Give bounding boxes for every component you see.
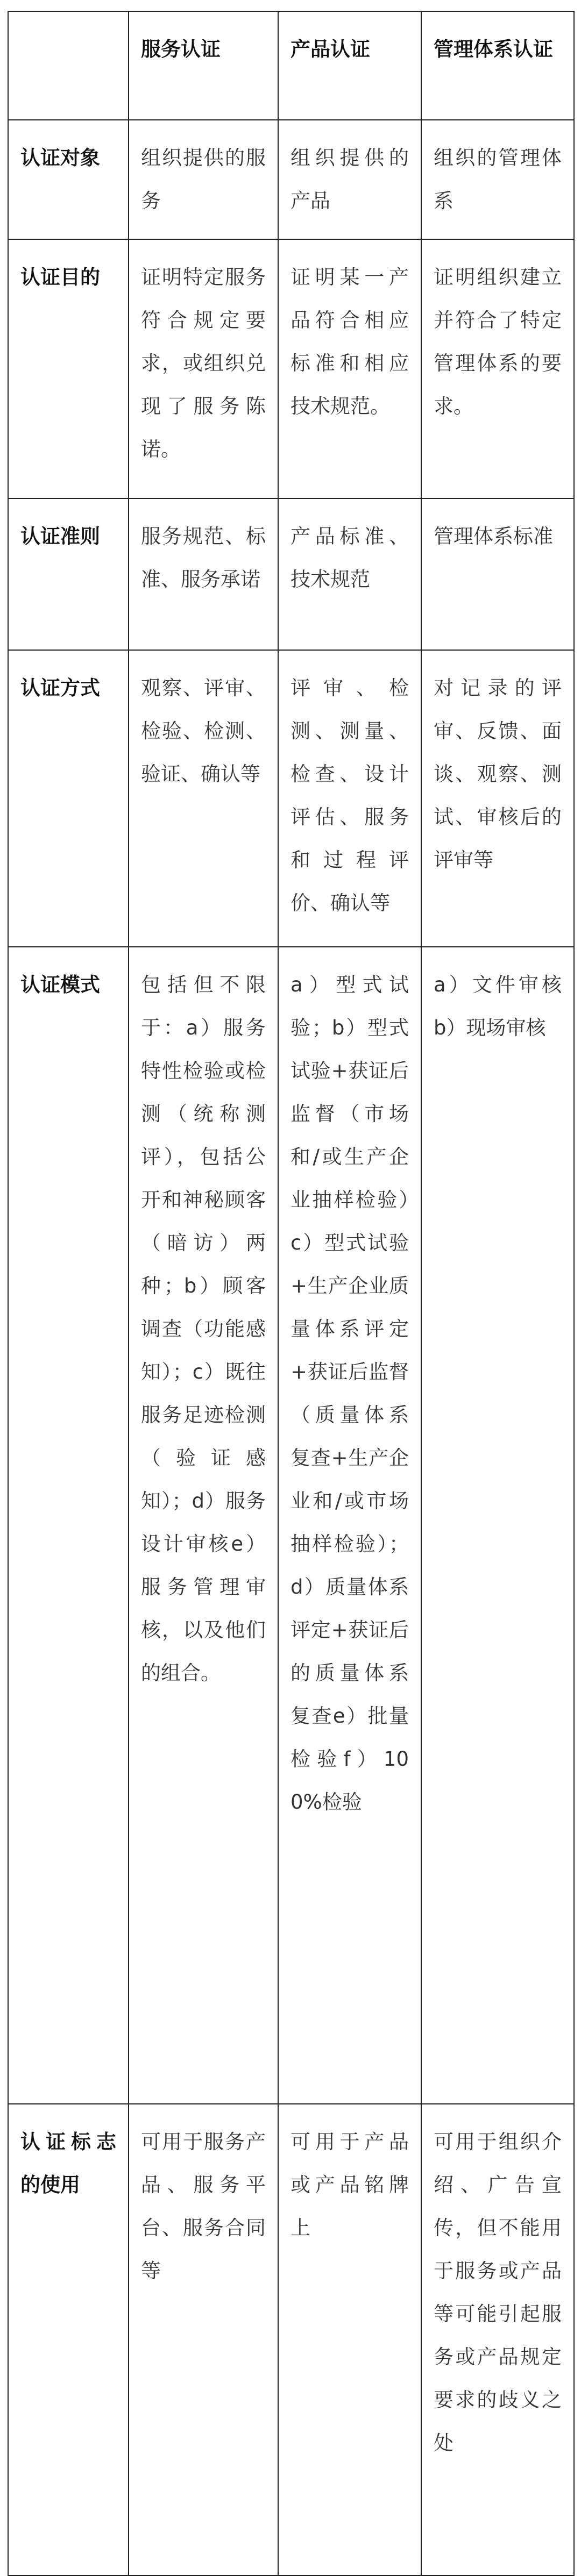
table-row-certification-method (8, 650, 574, 947)
table-cell: 组织提供的服务 (129, 120, 278, 239)
table-cell: 证明某一产品符合相应标准和相应技术规范。 (278, 239, 421, 498)
row-label: 认证模式 (8, 947, 129, 2104)
table-cell: a）型式试验；b）型式试验+获证后监督（市场和/或生产企业抽样检验）c）型式试验+生产企业质量体系评定+获证后监督（质量体系复查+生产企业和/或市场抽样检验）；d）质量体系评定+获证后的质量体系复查e）批量检验f）100%检验 (278, 947, 421, 2104)
table-cell: 观察、评审、检验、检测、验证、确认等 (129, 650, 278, 947)
certification-comparison-table (8, 11, 575, 2576)
row-label: 认证对象 (8, 120, 129, 239)
table-cell: 服务规范、标准、服务承诺 (129, 498, 278, 650)
row-label: 认证准则 (8, 498, 129, 650)
table-cell: 包括但不限于：a）服务特性检验或检测（统称测评），包括公开和神秘顾客（暗访）两种；b）顾客调查（功能感知）；c）既往服务足迹检测（验证感知）；d）服务设计审核e）服务管理审核，以及他们的组合。 (129, 947, 278, 2104)
table-cell: 评审、检测、测量、检查、设计评估、服务和过程评价、确认等 (278, 650, 421, 947)
header-cell-service-certification: 服务认证 (129, 11, 278, 120)
table-cell: 组织的管理体系 (421, 120, 574, 239)
table-cell: 证明特定服务符合规定要求，或组织兑现了服务陈诺。 (129, 239, 278, 498)
table-cell: 管理体系标准 (421, 498, 574, 650)
table-cell: 可用于产品或产品铭牌上 (278, 2104, 421, 2575)
header-cell-product-certification: 产品认证 (278, 11, 421, 120)
row-label: 认证目的 (8, 239, 129, 498)
row-label: 认证标志的使用 (8, 2104, 129, 2575)
table-cell: a）文件审核b）现场审核 (421, 947, 574, 2104)
table-row-certification-purpose (8, 239, 574, 498)
table-row-certification-mode (8, 947, 574, 2104)
table-cell: 可用于服务产品、服务平台、服务合同等 (129, 2104, 278, 2575)
table-row-certification-object (8, 120, 574, 239)
table-cell: 组织提供的产品 (278, 120, 421, 239)
table-cell: 产品标准、技术规范 (278, 498, 421, 650)
header-cell-empty (8, 11, 129, 120)
table-cell: 对记录的评审、反馈、面谈、观察、测试、审核后的评审等 (421, 650, 574, 947)
row-label: 认证方式 (8, 650, 129, 947)
header-cell-management-system-certification: 管理体系认证 (421, 11, 574, 120)
table-cell: 可用于组织介绍、广告宣传，但不能用于服务或产品等可能引起服务或产品规定要求的歧义之处 (421, 2104, 574, 2575)
table-header-row (8, 11, 574, 120)
table-row-certification-mark-usage (8, 2104, 574, 2575)
table-row-certification-criteria (8, 498, 574, 650)
table-cell: 证明组织建立并符合了特定管理体系的要求。 (421, 239, 574, 498)
